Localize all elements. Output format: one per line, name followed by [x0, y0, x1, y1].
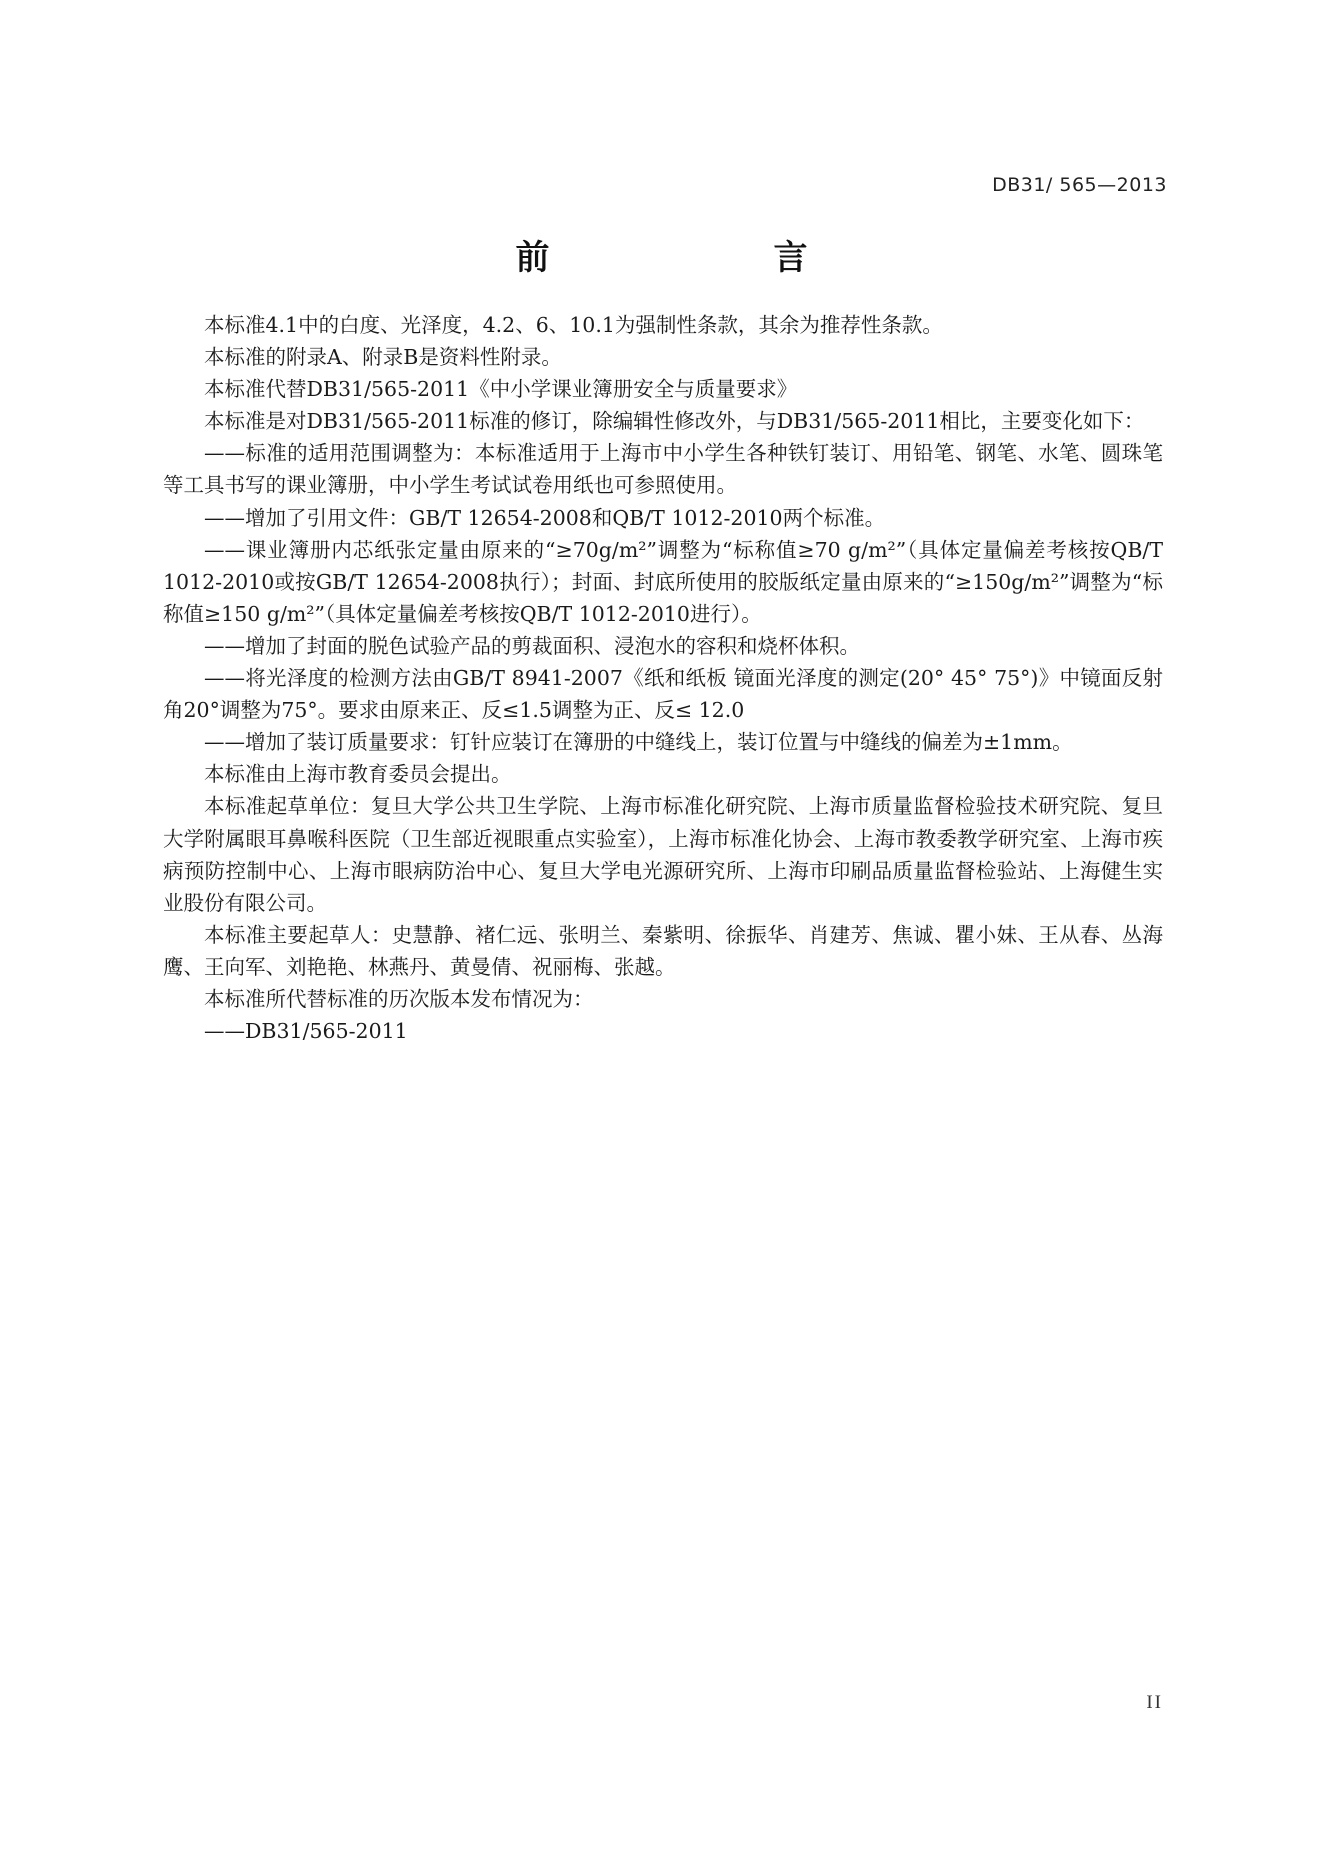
change-item-references: ——增加了引用文件：GB/T 12654-2008和QB/T 1012-2010两个标准。 [204, 505, 886, 530]
page-number: II [1146, 1692, 1163, 1713]
change-item-scope: ——标准的适用范围调整为：本标准适用于上海市中小学生各种铁钉装订、用铅笔、钢笔、水笔、圆珠笔等工具书写的课业簿册，中小学生考试试卷用纸也可参照使用。 [163, 441, 1163, 498]
paragraph-drafting-units: 本标准起草单位：复旦大学公共卫生学院、上海市标准化研究院、上海市质量监督检验技术研究院、复旦大学附属眼耳鼻喉科医院（卫生部近视眼重点实验室），上海市标准化协会、上海市教委教学研究室、上海市疾病预防控制中心、上海市眼病防治中心、复旦大学电光源研究所、上海市印刷品质量监督检验站、上海健生实业股份有限公司。 [163, 794, 1163, 915]
preface-body [163, 309, 1163, 1047]
paragraph-version-history: 本标准所代替标准的历次版本发布情况为： [204, 986, 594, 1011]
change-item-paper-weight: ——课业簿册内芯纸张定量由原来的“≥70g/m²”调整为“标称值≥70 g/m²”（具体定量偏差考核按QB/T 1012-2010或按GB/T 12654-2008执行）；封面、封底所使用的胶版纸定量由原来的“≥150g/m²”调整为“标称值≥150 g/m²”（具体定量偏差考核按QB/T 1012-2010进行）。 [163, 537, 1163, 626]
change-item-binding-quality: ——增加了装订质量要求：钉针应装订在簿册的中缝线上，装订位置与中缝线的偏差为±1mm。 [204, 730, 1073, 755]
paragraph-replaces: 本标准代替DB31/565-2011《中小学课业簿册安全与质量要求》 [204, 377, 798, 402]
paragraph-appendices: 本标准的附录A、附录B是资料性附录。 [204, 345, 562, 370]
standard-code: DB31/ 565—2013 [992, 174, 1167, 196]
page-title: 前 言 [515, 238, 860, 278]
version-history-item: ——DB31/565-2011 [204, 1019, 408, 1044]
change-item-decolor-test: ——增加了封面的脱色试验产品的剪裁面积、浸泡水的容积和烧杯体积。 [204, 633, 860, 658]
paragraph-revision-intro: 本标准是对DB31/565-2011标准的修订，除编辑性修改外，与DB31/565-2011相比，主要变化如下： [204, 409, 1145, 434]
paragraph-mandatory-clauses: 本标准4.1中的白度、光泽度，4.2、6、10.1为强制性条款，其余为推荐性条款。 [204, 313, 943, 337]
paragraph-drafters: 本标准主要起草人：史慧静、褚仁远、张明兰、秦紫明、徐振华、肖建芳、焦诚、瞿小妹、王从春、丛海鹰、王向军、刘艳艳、林燕丹、黄曼倩、祝丽梅、张越。 [163, 922, 1163, 979]
paragraph-proposer: 本标准由上海市教育委员会提出。 [204, 762, 512, 787]
change-item-gloss-method: ——将光泽度的检测方法由GB/T 8941-2007《纸和纸板 镜面光泽度的测定(20° 45° 75°)》中镜面反射角20°调整为75°。要求由原来正、反≤1.5调整为正、反≤ 12.0 [163, 666, 1163, 723]
